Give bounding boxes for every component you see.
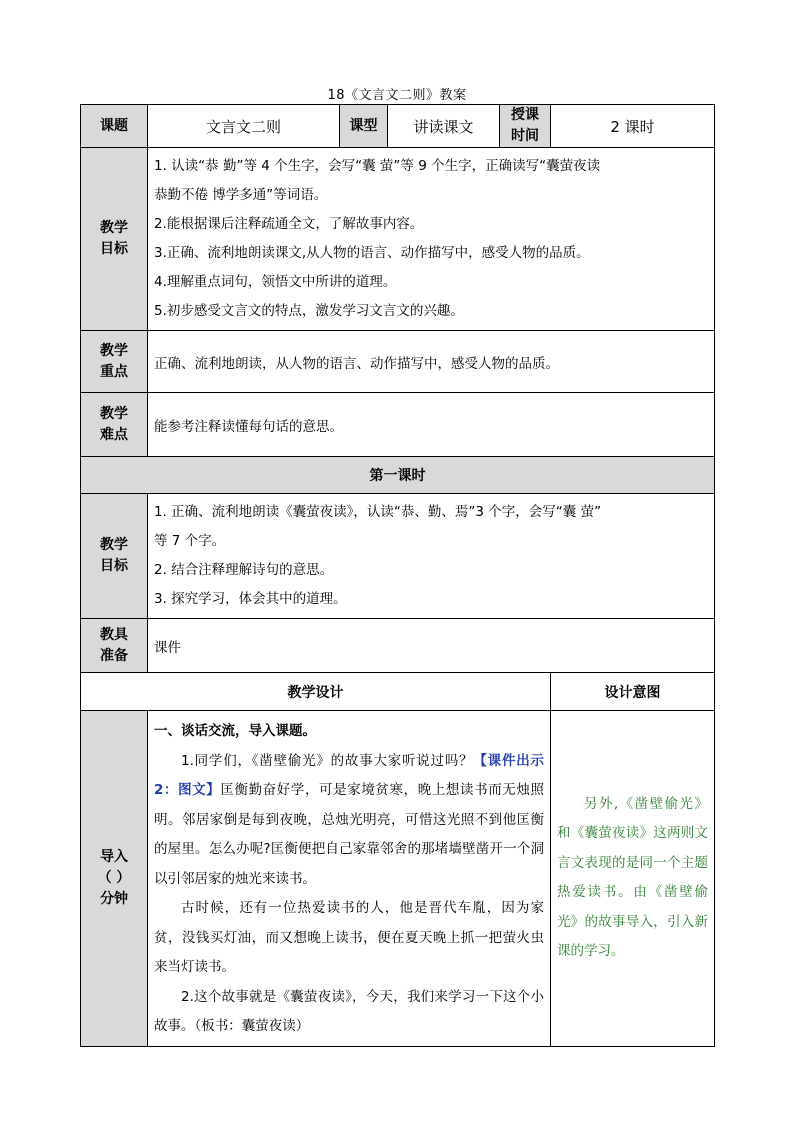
focus-label-line-2: 重点 [100, 363, 128, 380]
focus-label [81, 331, 148, 393]
time-label-line-2: 时间 [511, 128, 539, 144]
type-value: 讲读课文 [388, 105, 500, 148]
header-row [81, 105, 715, 148]
goal-line: 3.正确、流利地朗读课文,从人物的语言、动作描写中，感受人物的品质。 [154, 245, 590, 261]
tools-label [81, 619, 148, 673]
lesson-goal-line: 等 7 个字。 [154, 533, 226, 549]
time-label [500, 105, 551, 148]
design-paragraph-3: 2.这个故事就是《囊萤夜读》，今天，我们来学习一下这个小故事。（板书：囊萤夜读） [154, 988, 544, 1034]
focus-label-line-1: 教学 [100, 342, 128, 359]
document-title: 18《文言文二则》教案 [327, 88, 467, 103]
topic-value: 文言文二则 [148, 105, 340, 148]
lesson-plan-table [80, 104, 715, 1047]
lesson-goal-line: 3. 探究学习，体会其中的道理。 [154, 591, 347, 607]
lesson-banner-row [81, 457, 715, 494]
goals-row [81, 148, 715, 331]
difficulty-row [81, 393, 715, 457]
design-header: 教学设计 [81, 673, 551, 711]
stage-label-line-3: 分钟 [100, 890, 128, 907]
lesson-goals-label [81, 494, 148, 619]
tools-row [81, 619, 715, 673]
difficulty-label-line-1: 教学 [100, 405, 128, 422]
design-content-row [81, 711, 715, 1047]
intent-text: 另外,《凿壁偷光》和《囊萤夜读》这两则文言文表现的是同一个主题 热爱读书。由《凿壁偷光》的故事导入，引入新课的学习。 [557, 795, 708, 960]
focus-row [81, 331, 715, 393]
topic-label: 课题 [81, 105, 148, 148]
goal-line: 5.初步感受文言文的特点，激发学习文言文的兴趣。 [154, 303, 464, 319]
lesson-goals-label-line-2: 目标 [100, 558, 128, 574]
intent-header: 设计意图 [551, 673, 715, 711]
tools-content: 课件 [148, 619, 715, 673]
difficulty-label-line-2: 难点 [100, 426, 128, 443]
design-paragraph-1 [154, 747, 544, 895]
design-header-row [81, 673, 715, 711]
stage-label-line-1: 导入 [100, 848, 128, 865]
goal-line: 恭勤不倦 博学多通”等词语。 [154, 187, 328, 203]
goals-content [148, 148, 715, 331]
lesson-goal-line: 2. 结合注释理解诗句的意思。 [154, 562, 334, 578]
courseware-tag: 【课件出示 2：图文】 [154, 752, 545, 798]
lesson-goals-label-line-1: 教学 [100, 537, 128, 553]
lesson-goal-line: 1. 正确、流利地朗读《囊萤夜读》，认读“恭、勤、焉”3 个字，会写“囊 萤” [154, 504, 602, 520]
goals-label-line-1: 教学 [100, 220, 128, 236]
intent-content [551, 711, 715, 1047]
goal-line: 4.理解重点词句，领悟文中所讲的道理。 [154, 274, 397, 290]
goal-line: 1. 认读“恭 勤”等 4 个生字，会写“囊 萤”等 9 个生字，正确读写“囊萤夜读 [154, 158, 601, 174]
focus-content: 正确、流利地朗读，从人物的语言、动作描写中，感受人物的品质。 [148, 331, 715, 393]
lesson-goals-content [148, 494, 715, 619]
difficulty-content: 能参考注释读懂每句话的意思。 [148, 393, 715, 457]
goals-label [81, 148, 148, 331]
p1-text-start: 1.同学们，《凿壁偷光》的故事大家听说过吗？ [181, 752, 474, 769]
p1-text-end: 匡衡勤奋好学，可是家境贫寒，晚上想读书而无烛照明。邻居家倒是每到夜晚，总烛光明亮，可惜这光照不到他匡衡的屋里。怎么办呢?匡衡便把自己家靠邻舍的那堵墙壁凿开一个洞以引邻居家的烛光来读书。 [154, 782, 544, 887]
time-value: 2 课时 [551, 105, 715, 148]
tools-label-line-1: 教具 [100, 626, 128, 643]
difficulty-label [81, 393, 148, 457]
goal-line: 2.能根据课后注释疏通全文，了解故事内容。 [154, 216, 424, 232]
lesson-goals-row [81, 494, 715, 619]
section-title: 一、谈话交流，导入课题。 [154, 723, 316, 739]
type-label: 课型 [340, 105, 388, 148]
goals-label-line-2: 目标 [100, 241, 128, 257]
lesson-title: 第一课时 [81, 457, 715, 494]
tools-label-line-2: 准备 [100, 647, 128, 664]
design-paragraph-2: 古时候，还有一位热爱读书的人，他是晋代车胤，因为家贫，没钱买灯油，而又想晚上读书，便在夏天晚上抓一把萤火虫来当灯读书。 [154, 900, 544, 975]
design-content [148, 711, 551, 1047]
stage-label-line-2: （ ） [97, 869, 131, 886]
time-label-line-1: 授课 [511, 107, 539, 123]
stage-label [81, 711, 148, 1047]
